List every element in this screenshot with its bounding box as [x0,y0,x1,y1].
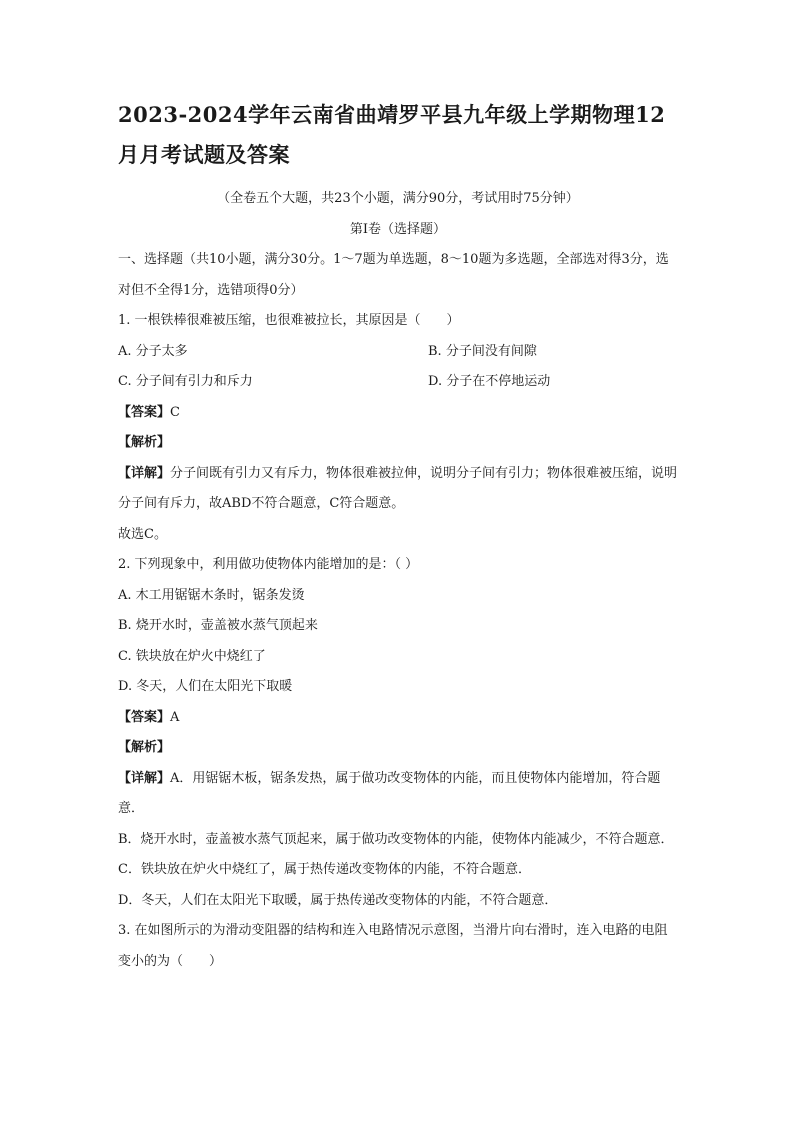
question-2-answer [118,703,678,734]
question-2-detail-b: B．烧开水时，壶盖被水蒸气顶起来，属于做功改变物体的内能，使物体内能减少，不符合题意． [118,831,674,847]
question-3-stem: 3. 在如图所示的为滑动变阻器的结构和连入电路情况示意图，当滑片向右滑时，连入电路的电阻变小的为（ ） [118,923,668,969]
document-title: 2023-2024学年云南省曲靖罗平县九年级上学期物理12月月考试题及答案 [118,102,666,167]
question-1-option-d: D. 分子在不停地运动 [428,374,551,389]
section-intro: 一、选择题（共10小题，满分30分。1～7题为单选题，8～10题为多选题，全部选对得3分，选对但不全得1分，选错项得0分） [118,252,669,298]
question-1-option-b: B. 分子间没有间隙 [428,343,537,359]
question-2-analysis [118,733,678,764]
question-1-detail [118,459,678,520]
question-2-detail-a [118,764,678,825]
question-2-option-c: C. 铁块放在炉火中烧红了 [118,648,266,664]
analysis-tag: 【解析】 [118,740,171,755]
question-1-stem: 1. 一根铁棒很难被压缩，也很难被拉长，其原因是（ ） [118,313,460,328]
question-2-stem: 2. 下列现象中，利用做功使物体内能增加的是：（ ） [118,557,419,572]
detail-tag: 【详解】 [118,770,171,786]
question-2-option-a: A. 木工用锯锯木条时，锯条发烫 [118,587,305,603]
detail-text: A．用锯锯木板，锯条发热，属于做功改变物体的内能，而且使物体内能增加，符合题意． [118,770,661,816]
question-2-option-b: B. 烧开水时，壶盖被水蒸气顶起来 [118,618,318,633]
analysis-tag: 【解析】 [118,435,171,450]
question-2-detail-d: D．冬天，人们在太阳光下取暖，属于热传递改变物体的内能，不符合题意． [118,892,558,908]
document-page [118,95,678,977]
answer-value: C [170,404,180,420]
detail-tag: 【详解】 [118,465,171,481]
detail-text: 分子间既有引力又有斥力，物体很难被拉伸，说明分子间有引力；物体很难被压缩，说明分子间有斥力，故ABD不符合题意，C符合题意。 [118,465,678,511]
question-1-conclusion: 故选C。 [118,526,167,542]
question-1-option-c: C. 分子间有引力和斥力 [118,374,253,389]
question-1-analysis [118,428,678,459]
exam-info: （全卷五个大题，共23个小题，满分90分，考试用时75分钟） [217,191,579,206]
question-1-answer [118,398,678,429]
question-1-options [118,337,678,398]
question-2-option-d: D. 冬天，人们在太阳光下取暖 [118,679,293,694]
answer-value: A [170,709,180,725]
answer-tag: 【答案】 [118,404,171,420]
answer-tag: 【答案】 [118,709,171,725]
question-1-option-a: A. 分子太多 [118,343,188,359]
question-2-detail-c: C．铁块放在炉火中烧红了，属于热传递改变物体的内能，不符合题意． [118,862,531,877]
volume-heading: 第Ⅰ卷（选择题） [349,222,447,237]
